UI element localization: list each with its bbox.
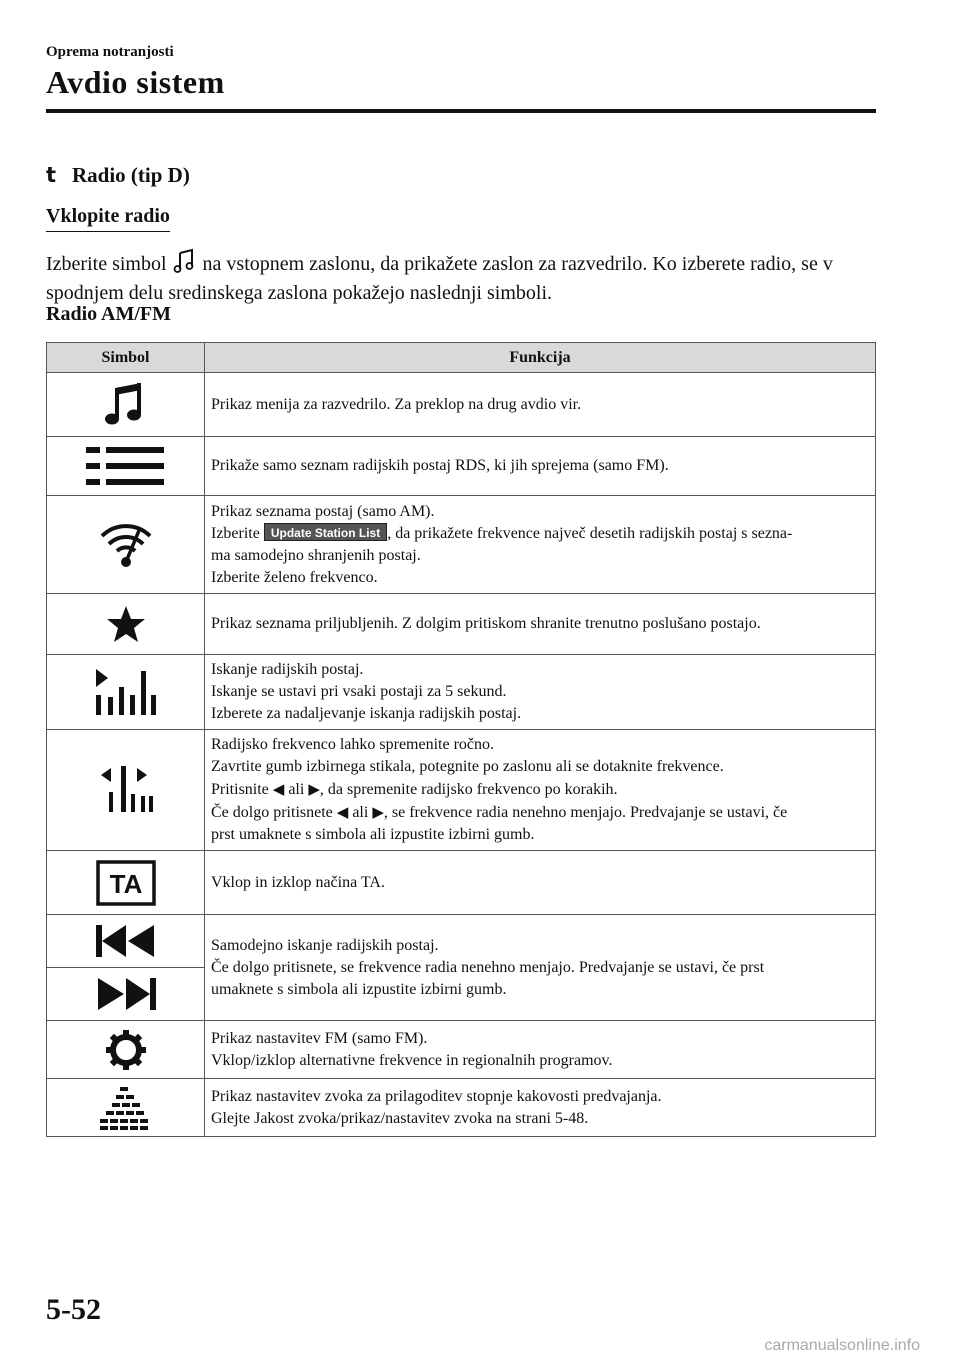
section-label: Oprema notranjosti xyxy=(46,44,174,60)
row-desc: Prikaže samo seznam radijskih postaj RDS, ki jih sprejema (samo FM). xyxy=(205,437,876,496)
row-desc: Pritisnite xyxy=(211,781,273,798)
row-desc: Samodejno iskanje radijskih postaj. xyxy=(211,936,439,954)
row-desc: Prikaz seznama priljubljenih. Z dolgim pritiskom shranite trenutno poslušano postajo. xyxy=(205,594,876,655)
star-icon xyxy=(106,604,146,644)
symbol-table xyxy=(46,342,876,1137)
tune-up-icon: ▶ xyxy=(308,780,320,798)
ta-icon-label: TA xyxy=(109,868,142,899)
music-note-icon xyxy=(172,248,198,274)
row-desc: , da prikažete frekvence največ desetih radijskih postaj s sezna- xyxy=(387,524,793,542)
row-desc: Zavrtite gumb izbirnega stikala, potegnite po zaslonu ali se dotaknite frekvence. xyxy=(211,758,724,775)
row-desc: ali xyxy=(284,781,309,798)
title-rule xyxy=(46,109,876,113)
subheading-text: Radio (tip D) xyxy=(72,163,190,187)
table-row xyxy=(47,1021,876,1079)
table-row xyxy=(47,730,876,851)
table-row xyxy=(47,915,876,1021)
row-desc: Prikaz seznama postaj (samo AM). xyxy=(211,502,435,520)
page-number: 5-52 xyxy=(46,1293,101,1326)
row-desc: Izberite želeno frekvenco. xyxy=(211,568,378,586)
heading-am-fm: Radio AM/FM xyxy=(46,303,171,325)
row-desc: Prikaz nastavitev zvoka za prilagoditev stopnje kakovosti predvajanja. xyxy=(211,1087,662,1105)
table-row xyxy=(47,373,876,437)
page-title: Avdio sistem xyxy=(46,64,225,100)
row-desc: ma samodejno shranjenih postaj. xyxy=(211,546,421,564)
tune-up-icon: ▶ xyxy=(372,803,384,821)
row-desc: Iskanje se ustavi pri vsaki postaji za 5 sekund. xyxy=(211,683,507,700)
table-row xyxy=(47,594,876,655)
row-desc: Prikaz nastavitev FM (samo FM). xyxy=(211,1029,428,1047)
row-desc: Vklop in izklop načina TA. xyxy=(205,851,876,915)
table-row xyxy=(47,655,876,730)
music-note-icon xyxy=(101,380,151,430)
column-header-function: Funkcija xyxy=(205,343,876,373)
scan-icon xyxy=(96,667,156,717)
footer-watermark: carmanualsonline.info xyxy=(764,1337,920,1354)
row-desc: , se frekvence radia nenehno menjajo. Predvajanje se ustavi, če xyxy=(383,804,788,821)
table-row xyxy=(47,851,876,915)
intro-after: na vstopnem zaslonu, da prikažete zaslon za razvedrilo. Ko izberete radio, se v spodnjem delu sredinskega zaslona pokažejo naslednji simboli. xyxy=(46,253,833,304)
row-desc: umaknete s simbola ali izpustite izbirni gumb. xyxy=(211,980,507,998)
subheading xyxy=(46,163,190,188)
row-desc: Izberite xyxy=(211,524,264,542)
sound-settings-icon xyxy=(98,1085,154,1131)
row-desc: ali xyxy=(348,804,373,821)
manual-tune-icon xyxy=(99,766,153,814)
seek-back-icon xyxy=(96,923,156,959)
seek-forward-icon xyxy=(96,976,156,1012)
am-station-list-icon xyxy=(98,520,154,570)
row-desc: Če dolgo pritisnete, se frekvence radia nenehno menjajo. Predvajanje se ustavi, če prst xyxy=(211,958,765,976)
update-station-list-button: Update Station List xyxy=(264,523,387,541)
column-header-symbol: Simbol xyxy=(47,343,205,373)
row-desc: prst umaknete s simbola ali izpustite izbirni gumb. xyxy=(211,826,535,843)
intro-paragraph xyxy=(46,248,886,308)
table-row xyxy=(47,1079,876,1137)
intro-before: Izberite simbol xyxy=(46,253,172,275)
row-desc: Iskanje radijskih postaj. xyxy=(211,661,364,678)
tune-down-icon: ◀ xyxy=(336,803,349,821)
row-desc: Radijsko frekvenco lahko spremenite ročno. xyxy=(211,736,495,753)
bullet-glyph: t xyxy=(46,163,57,187)
row-desc: Prikaz menija za razvedrilo. Za preklop na drug avdio vir. xyxy=(205,373,876,437)
ta-icon xyxy=(96,860,156,906)
row-desc: , da spremenite radijsko frekvenco po korakih. xyxy=(319,781,618,798)
tune-down-icon: ◀ xyxy=(272,780,285,798)
row-desc: Vklop/izklop alternativne frekvence in regionalnih programov. xyxy=(211,1051,613,1069)
gear-icon xyxy=(105,1029,147,1071)
rds-list-icon xyxy=(86,444,166,488)
table-row xyxy=(47,496,876,594)
row-desc: Izberete za nadaljevanje iskanja radijskih postaj. xyxy=(211,705,522,722)
row-desc: Glejte Jakost zvoka/prikaz/nastavitev zvoka na strani 5-48. xyxy=(211,1109,589,1127)
heading-turn-on-radio: Vklopite radio xyxy=(46,205,170,232)
table-row xyxy=(47,437,876,496)
row-desc: Če dolgo pritisnete xyxy=(211,804,337,821)
